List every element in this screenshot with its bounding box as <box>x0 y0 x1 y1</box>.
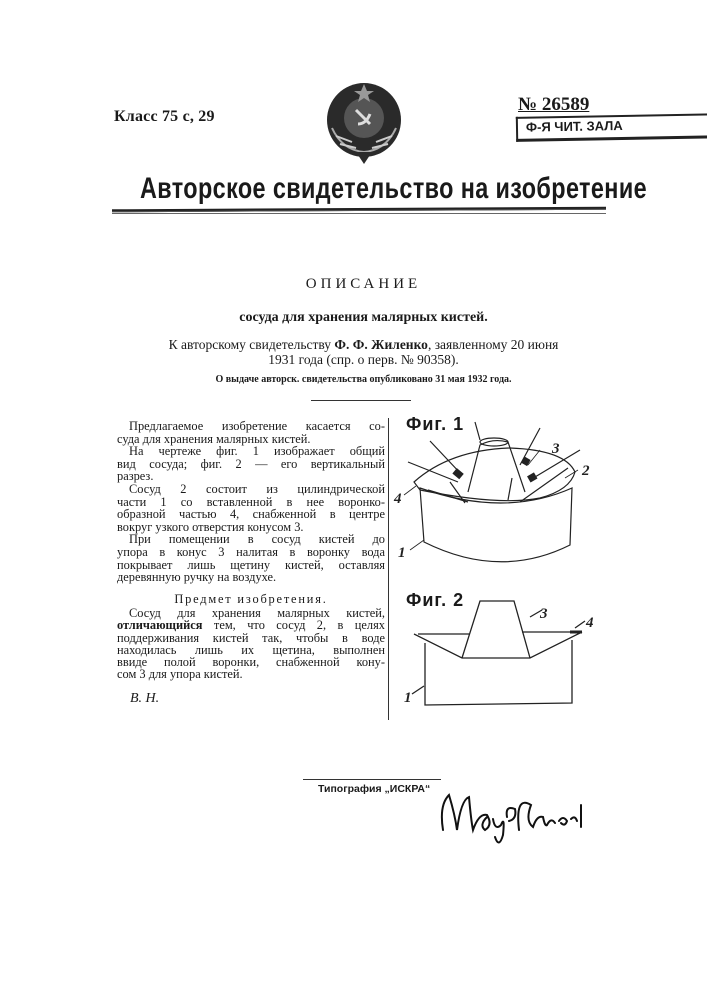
body-text-line: суда для хранения малярных кистей. <box>117 433 385 446</box>
patent-number: № 26589 <box>518 94 589 116</box>
body-text-line: При помещении в сосуд кистей до <box>117 533 385 546</box>
claim-line: Сосуд для хранения малярных кистей, <box>117 607 385 619</box>
description-subtitle: сосуда для хранения малярных кистей. <box>0 310 707 326</box>
fig1-part-2: 2 <box>581 463 590 479</box>
title-rule <box>112 207 606 213</box>
claim-heading: Предмет изобретения. <box>117 592 385 607</box>
certificate-reference <box>0 337 707 353</box>
body-text-line: вид сосуда; фиг. 2 — его вертикальный <box>117 458 385 471</box>
figure-2-label: Фиг. 2 <box>406 590 464 611</box>
column-divider <box>388 418 389 720</box>
application-reference: 1931 года (спр. о перв. № 90358). <box>0 352 707 368</box>
body-text-line: вокруг узкого отверстия конусом 3. <box>117 521 385 534</box>
publication-date: О выдаче авторск. свидетельства опубликовано 31 мая 1932 года. <box>0 374 707 385</box>
figure-1-label: Фиг. 1 <box>406 414 464 435</box>
body-text-line: упора в конус 3 налитая в воронку вода <box>117 546 385 559</box>
claim-line: ввиде полой воронки, снабженной кону- <box>117 656 385 668</box>
body-text-line: части 1 со вставленной в нее воронко- <box>117 496 385 509</box>
claim-line: сом 3 для упора кистей. <box>117 668 385 680</box>
body-text-line: деревянную ручку на воздухе. <box>117 571 385 584</box>
body-text-line: разрез. <box>117 470 385 483</box>
printer-name: Типография „ИСКРА“ <box>318 783 430 795</box>
figure-1-brush-bristles <box>452 457 537 483</box>
footer-rule <box>303 779 441 780</box>
claim-body <box>117 607 385 681</box>
fig2-part-1: 1 <box>404 690 412 706</box>
fig2-part-4: 4 <box>585 615 594 631</box>
title-rule <box>112 213 606 214</box>
figure-2-section <box>412 601 585 705</box>
fig1-part-3: 3 <box>551 441 560 457</box>
claim-line <box>117 619 385 631</box>
fig2-part-3: 3 <box>539 606 548 622</box>
editor-initials: В. Н. <box>130 691 159 707</box>
body-text-line: образной частью 4, снабженной в центре <box>117 508 385 521</box>
body-text-line: Сосуд 2 состоит из цилиндрической <box>117 483 385 496</box>
claim-line: поддерживания кистей так, чтобы в воде <box>117 632 385 644</box>
description-body <box>117 420 385 584</box>
reference-prefix: К авторскому свидетельству <box>169 337 335 352</box>
author-name: Ф. Ф. Жиленко <box>334 337 428 352</box>
reference-suffix: , заявленному 20 июня <box>428 337 558 352</box>
claim-line-rest: тем, что сосуд 2, в целях <box>203 618 386 632</box>
library-stamp: Ф-Я ЧИТ. ЗАЛА <box>516 113 707 142</box>
claim-keyword: отличающийся <box>117 618 203 632</box>
body-text-line: покрывает лишь щетину кистей, оставляя <box>117 559 385 572</box>
body-text-line: Предлагаемое изобретение касается со- <box>117 420 385 433</box>
claim-line: находилась лишь их щетина, выполнен <box>117 644 385 656</box>
figures-drawing <box>390 410 620 720</box>
body-text-line: На чертеже фиг. 1 изображает общий <box>117 445 385 458</box>
handwritten-signature <box>435 775 585 845</box>
divider <box>311 400 411 401</box>
document-title: Авторское свидетельство на изобретение <box>140 172 647 206</box>
ussr-coat-of-arms-icon <box>322 80 406 164</box>
description-heading: ОПИСАНИЕ <box>0 276 707 293</box>
fig1-part-4: 4 <box>393 491 402 507</box>
patent-class: Класс 75 с, 29 <box>114 108 215 126</box>
fig1-part-1: 1 <box>398 545 406 561</box>
